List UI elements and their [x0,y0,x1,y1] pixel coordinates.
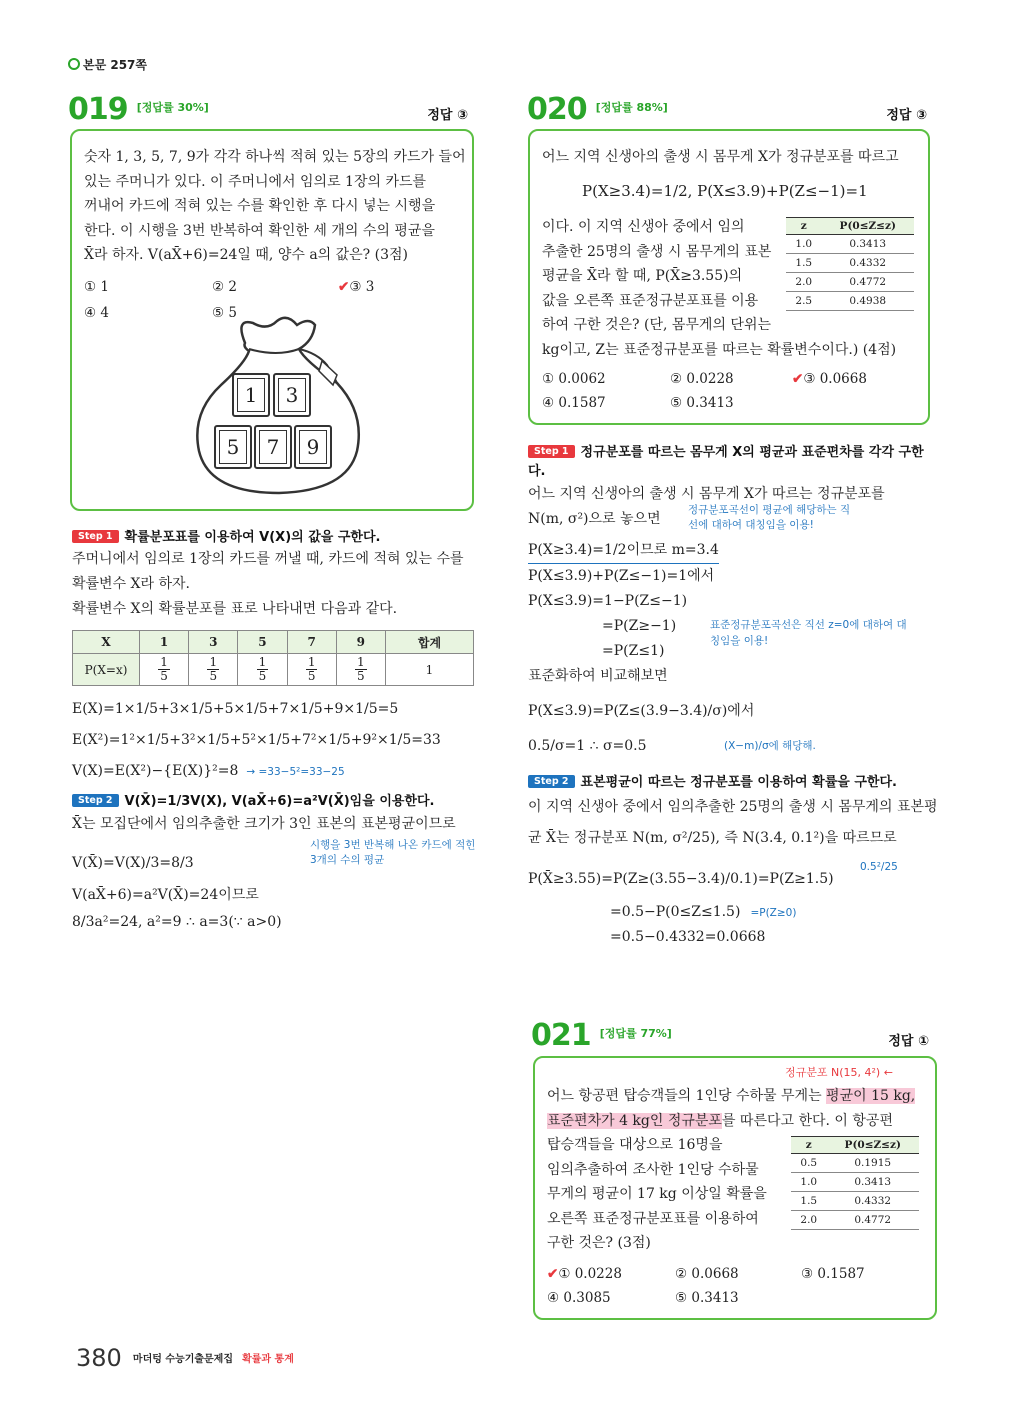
check-mark-icon: ✔ [547,1266,559,1282]
subject-label: 확률과 통계 [242,1354,294,1365]
footer [76,1344,294,1372]
solution-text: 어느 지역 신생아의 출생 시 몸무게 X가 따르는 정규분포를 N(m, σ²)으로 놓으면 정규분포곡선이 평균에 해당하는 직선에 대하여 대칭임을 이용! P(X≥3.4)=1/2이므로 m=3.4 P(X≤3.9)+P(Z≤−1)=1에서 P(X≤3.9)=1−P(Z≤−1) =P(Z≥−1) =P(Z≤1) 표준정규분포곡선은 직선 z=0에 대하여 대칭임을 이용! 표준화하여 비교해보면 P(X≤3.9)=P(Z≤(3.9−3.4)/σ)에서 0.5/σ=1 ∴ σ=0.5 (X−m)/σ에 해당해. [528,486,907,754]
choice-2[interactable]: ② 0.0228 [670,371,734,387]
solution-text: 주머니에서 임의로 1장의 카드를 꺼낼 때, 카드에 적혀 있는 수를 확률변수 X라 하자. 확률변수 X의 확률분포를 표로 나타내면 다음과 같다. [72,551,464,617]
probability-table: X 1 3 5 7 9 합계 P(X=x) $\frac{1}{5}$ $\frac{1}{5}$ $\frac{1}{5}$ $\frac{1}{5}$ $\frac{1}{5}$ 1 [72,630,474,686]
step-heading: Step 2 표본평균이 따르는 정규분포를 이용하여 확률을 구한다. [528,771,938,790]
step-heading: Step 1 정규분포를 따르는 몸무게 X의 평균과 표준편차를 각각 구한다. [528,445,924,479]
q19-solution [72,526,477,936]
choice-2[interactable]: ② 2 [212,279,237,295]
q19-question-box [70,129,474,511]
choice-4[interactable]: ④ 0.1587 [542,395,606,411]
choice-1[interactable]: ① 0.0062 [542,371,606,387]
answer-label: 정답 ③ [886,108,927,123]
page-reference: 본문 257쪽 [68,56,147,73]
choice-1[interactable]: ✔① 0.0228 [547,1266,622,1282]
choice-5[interactable]: ⑤ 0.3413 [675,1290,739,1306]
question-text: 이다. 이 지역 신생아 중에서 임의 추출한 25명의 출생 시 몸무게의 표본 평균을 X̄라 할 때, P(X̄≥3.55)의 값을 오른쪽 표준정규분포표를 이용 하여 구한 것은? (단, 몸무게의 단위는 kg이고, Z는 표준정규분포를 따르는 확률변수이다.) (4점) [542,219,897,358]
correct-rate: [정답률 88%] [595,101,668,114]
answer-label: 정답 ③ [427,108,468,123]
math-lines: E(X)=1×1/5+3×1/5+5×1/5+7×1/5+9×1/5=5 E(X²)=1²×1/5+3²×1/5+5²×1/5+7²×1/5+9²×1/5=33 V(X)=E(X²)−{E(X)}²=8 → =33−5²=33−25 [72,701,441,779]
choice-2[interactable]: ② 0.0668 [675,1266,739,1282]
correct-rate: [정답률 77%] [599,1027,672,1040]
step-heading: Step 1 확률분포표를 이용하여 V(X)의 값을 구한다. [72,526,477,545]
problem-number: 019 [68,92,128,127]
q20-question-box [528,129,930,425]
choice-3[interactable]: ✔③ 3 [338,279,375,295]
question-equation: P(X≥3.4)=1/2, P(X≤3.9)+P(Z≤−1)=1 [582,182,868,200]
solution-text: X̄는 모집단에서 임의추출한 크기가 3인 표본의 표본평균이므로 V(X̄)=V(X)/3=8/3 시행을 3번 반복해 나온 카드에 적힌 3개의 수의 평균 V(aX̄+6)=a²V(X̄)=24이므로 8/3a²=24, a²=9 ∴ a=3(∵ a>0) [72,816,476,930]
choice-3[interactable]: ✔③ 0.0668 [792,371,867,387]
step-heading: Step 2 V(X̄)=1/3V(X), V(aX̄+6)=a²V(X̄)임을 이용한다. [72,790,477,809]
check-mark-icon: ✔ [792,371,804,387]
q20-solution [528,441,938,947]
choice-3[interactable]: ③ 0.1587 [801,1266,865,1282]
correct-rate: [정답률 30%] [136,101,209,114]
q20-header [527,92,927,126]
card-1: 1 [232,373,270,417]
annotation-normal: 정규분포 N(15, 4²) ← [785,1066,893,1079]
q19-header [68,92,468,126]
choice-4[interactable]: ④ 0.3085 [547,1290,611,1306]
question-text: 탑승객들을 대상으로 16명을 임의추출하여 조사한 1인당 수하물 무게의 평균이 17 kg 이상일 확률을 오른쪽 표준정규분포표를 이용하여 구한 것은? (3점) [547,1137,767,1251]
question-text: 숫자 1, 3, 5, 7, 9가 각각 하나씩 적혀 있는 5장의 카드가 들어 있는 주머니가 있다. 이 주머니에서 임의로 1장의 카드를 꺼내어 카드에 적혀 있는 수를 확인한 후 다시 넣는 시행을 한다. 이 시행을 3번 반복하여 확인한 세 개의 수의 평균을 X̄라 하자. V(aX̄+6)=24일 때, 양수 a의 값은? (3점) [84,149,466,263]
choice-1[interactable]: ① 1 [84,279,109,295]
problem-number: 021 [531,1018,591,1053]
book-title: 마더텅 수능기출문제집 [132,1354,233,1365]
answer-label: 정답 ① [888,1034,929,1049]
choice-5[interactable]: ⑤ 0.3413 [670,395,734,411]
z-table: z P(0≤Z≤z) 1.0 0.3413 1.5 0.4332 2.0 0.4772 2.5 0.4938 [786,217,914,311]
q21-question-box [533,1056,937,1320]
check-mark-icon: ✔ [338,279,350,295]
z-table: z P(0≤Z≤z) 0.5 0.1915 1.0 0.3413 1.5 0.4332 2.0 0.4772 [791,1136,919,1230]
card-3: 3 [273,373,311,417]
circle-bullet-icon [68,58,80,70]
card-7: 7 [254,425,292,469]
q21-header [531,1018,929,1052]
choice-5[interactable]: ⑤ 5 [212,305,237,321]
question-text: 어느 지역 신생아의 출생 시 몸무게 X가 정규분포를 따르고 [542,149,899,165]
page-number: 380 [76,1344,122,1372]
solution-text: 이 지역 신생아 중에서 임의추출한 25명의 출생 시 몸무게의 표본평 균 X̄는 정규분포 N(m, σ²/25), 즉 N(3.4, 0.1²)을 따르므로 0.5²/25 P(X̄≥3.55)=P(Z≥(3.55−3.4)/0.1)=P(Z≥1.5) =0.5−P(0≤Z≤1.5) =P(Z≥0) =0.5−0.4332=0.0668 [528,799,938,945]
card-5: 5 [214,425,252,469]
problem-number: 020 [527,92,587,127]
note-arrow: → =33−5²=33−25 [246,766,345,778]
choice-4[interactable]: ④ 4 [84,305,109,321]
question-text: 어느 항공편 탑승객들의 1인당 수하물 무게는 평균이 15 kg, 표준편차가 4 kg인 정규분포를 따른다고 한다. 이 항공편 [547,1088,916,1129]
card-9: 9 [294,425,332,469]
